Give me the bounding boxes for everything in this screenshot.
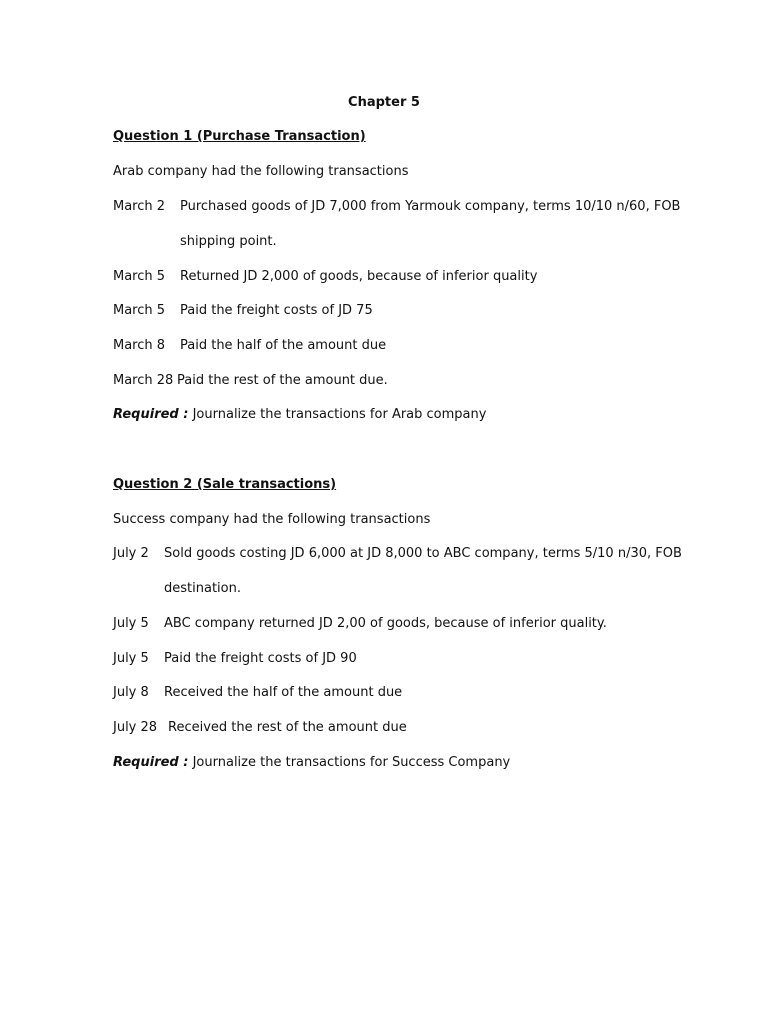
transaction-date: March 28	[113, 373, 174, 388]
transaction-date: July 5	[113, 651, 149, 666]
transaction-text-continued: destination.	[164, 581, 241, 596]
transaction-date: March 2	[113, 199, 166, 214]
transaction-text: Sold goods costing JD 6,000 at JD 8,000 to ABC company, terms 5/10 n/30, FOB	[164, 546, 682, 561]
transaction-text: ABC company returned JD 2,00 of goods, because of inferior quality.	[164, 616, 607, 631]
transaction-text: Paid the rest of the amount due.	[177, 373, 388, 388]
transaction-text: Paid the freight costs of JD 90	[164, 651, 357, 666]
question-2-required	[113, 755, 510, 771]
transaction-text: Paid the freight costs of JD 75	[180, 303, 373, 318]
transaction-date: July 8	[113, 685, 149, 700]
transaction-date: July 2	[113, 546, 149, 561]
transaction-date: July 28	[113, 720, 158, 735]
transaction-text: Paid the half of the amount due	[180, 338, 387, 353]
transaction-date: March 8	[113, 338, 166, 353]
question-1-intro: Arab company had the following transactions	[113, 164, 409, 179]
required-label: Required :	[113, 407, 189, 422]
transaction-date: March 5	[113, 269, 166, 284]
required-text: Journalize the transactions for Arab company	[188, 407, 487, 422]
transaction-text: Received the half of the amount due	[164, 685, 403, 700]
required-label: Required :	[113, 755, 189, 770]
transaction-date: July 5	[113, 616, 149, 631]
page-title: Chapter 5	[348, 95, 420, 110]
question-2-heading: Question 2 (Sale transactions)	[113, 477, 337, 492]
transaction-text-continued: shipping point.	[180, 234, 277, 249]
transaction-text: Returned JD 2,000 of goods, because of inferior quality	[180, 269, 538, 284]
transaction-text: Received the rest of the amount due	[168, 720, 407, 735]
transaction-date: March 5	[113, 303, 166, 318]
required-text: Journalize the transactions for Success Company	[188, 755, 511, 770]
question-1-heading: Question 1 (Purchase Transaction)	[113, 129, 366, 144]
question-2-intro: Success company had the following transactions	[113, 512, 431, 527]
question-1-required	[113, 407, 486, 423]
transaction-text: Purchased goods of JD 7,000 from Yarmouk company, terms 10/10 n/60, FOB	[180, 199, 681, 214]
